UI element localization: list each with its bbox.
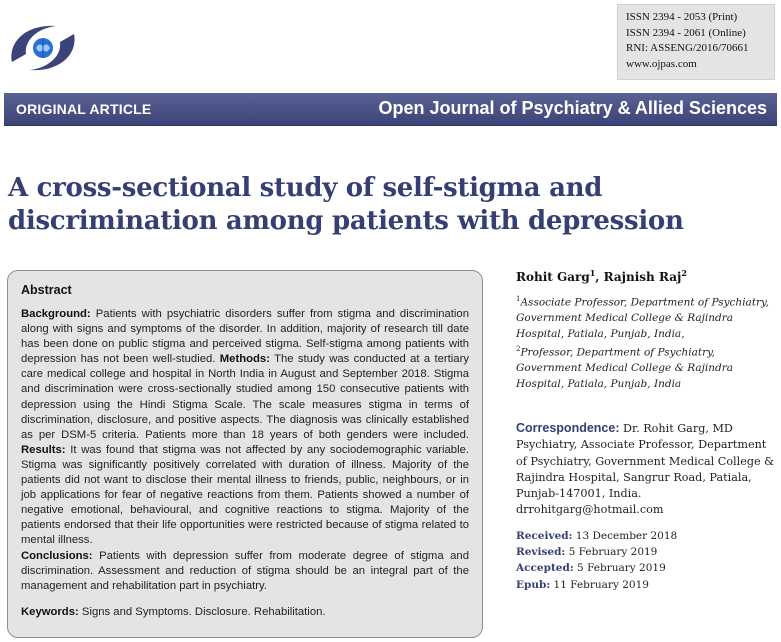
keywords — [21, 605, 469, 620]
date-received — [516, 528, 778, 544]
methods-label: Methods: — [219, 353, 270, 366]
abstract-panel — [7, 270, 483, 638]
date-epub — [516, 577, 778, 593]
date-value: 13 December 2018 — [572, 530, 678, 542]
keywords-text: Signs and Symptoms. Disclosure. Rehabilitation. — [78, 605, 326, 618]
affiliation-marker: 1 — [516, 295, 521, 303]
date-value: 11 February 2019 — [550, 578, 649, 591]
affiliation-marker: 2 — [516, 345, 521, 353]
conclusions-text: Patients with depression suffer from moderate degree of stigma and discrimination. Assessment and reduction of stigma should be an integral part of the management and rehabilitation part in psychiatry. — [21, 549, 469, 592]
author-separator: , — [595, 270, 604, 284]
affiliation-marker: 1 — [589, 268, 596, 278]
correspondence-label: Correspondence: — [516, 421, 620, 435]
correspondence — [516, 420, 778, 519]
author-name: Rohit Garg — [516, 270, 590, 284]
article-title: A cross-sectional study of self-stigma and discrimination among patients with depression — [8, 173, 684, 236]
abstract-heading: Abstract — [21, 283, 72, 297]
abstract-body — [21, 307, 469, 594]
methods-text: The study was conducted at a tertiary care medical college and hospital in North India in August and September 2018. Stigma and discrimination were cross-sectionally studied among 150 consecutive patients with depression using the Hindi Stigma Scale. The scale measures stigma in terms of discrimination, disclosure, and positive aspects. The diagnosis was clinically established as per DSM-5 criteria. Patients more than 18 years of both genders were included. — [21, 353, 469, 441]
date-label: Revised: — [516, 546, 566, 559]
journal-name: Open Journal of Psychiatry & Allied Sciences — [378, 98, 767, 118]
date-value: 5 February 2019 — [573, 562, 666, 575]
article-dates — [516, 528, 778, 593]
journal-banner — [4, 93, 777, 126]
affiliation-text: Professor, Department of Psychiatry, Government Medical College & Rajindra Hospital, Patiala, Punjab, India — [516, 346, 734, 390]
issn-info-box — [617, 4, 775, 80]
rni-number: RNI: ASSENG/2016/70661 — [626, 42, 749, 54]
article-type-label: ORIGINAL ARTICLE — [16, 101, 152, 117]
affiliation-text: Associate Professor, Department of Psychiatry, Government Medical College & Rajindra Hospital, Patiala, Punjab, India, — [516, 296, 769, 340]
date-label: Accepted: — [516, 562, 574, 575]
journal-logo — [6, 22, 80, 74]
author-list — [516, 268, 778, 284]
results-label: Results: — [21, 443, 66, 456]
background-label: Background: — [21, 308, 91, 320]
issn-online: ISSN 2394 - 2061 (Online) — [626, 26, 746, 39]
keywords-label: Keywords: — [21, 605, 79, 618]
affiliation-marker: 2 — [681, 268, 687, 278]
date-accepted — [516, 560, 778, 576]
date-value: 5 February 2019 — [565, 546, 658, 559]
affiliations — [516, 292, 778, 392]
correspondence-email[interactable]: drrohitgarg@hotmail.com — [516, 503, 664, 517]
date-revised — [516, 544, 778, 560]
conclusions-label: Conclusions: — [21, 549, 93, 562]
author-name: Rajnish Raj — [603, 270, 682, 284]
journal-website-link[interactable]: www.ojpas.com — [626, 57, 697, 70]
background-text: Patients with psychiatric disorders suffer from stigma and discrimination along with signs and symptoms of the disorder. In addition, majority of research till date has been done on public stigma and perceived stigma. Self-stigma among patients with depression has not been well-studied. — [21, 308, 469, 366]
correspondence-text: Dr. Rohit Garg, MD Psychiatry, Associate Professor, Department of Psychiatry, Government Medical College & Rajindra Hospital, Sangrur Road, Patiala, Punjab-147001, India. — [516, 422, 775, 501]
date-label: Received: — [516, 530, 573, 542]
date-label: Epub: — [516, 578, 551, 591]
issn-print: ISSN 2394 - 2053 (Print) — [626, 11, 738, 23]
results-text: It was found that stigma was not affected by any sociodemographic variable. Stigma was significantly positively correlated with duration of illness. Majority of the patients did not want to disclose their mental illness to friends, public, neighbours, or in job applications for fear of negative reactions from them. Patients showed a number of negative emotional, behavioural, and cognitive reactions to stigma. Majority of the patients endorsed that their life opportunities were restricted because of stigma related to mental illness. — [21, 443, 469, 547]
